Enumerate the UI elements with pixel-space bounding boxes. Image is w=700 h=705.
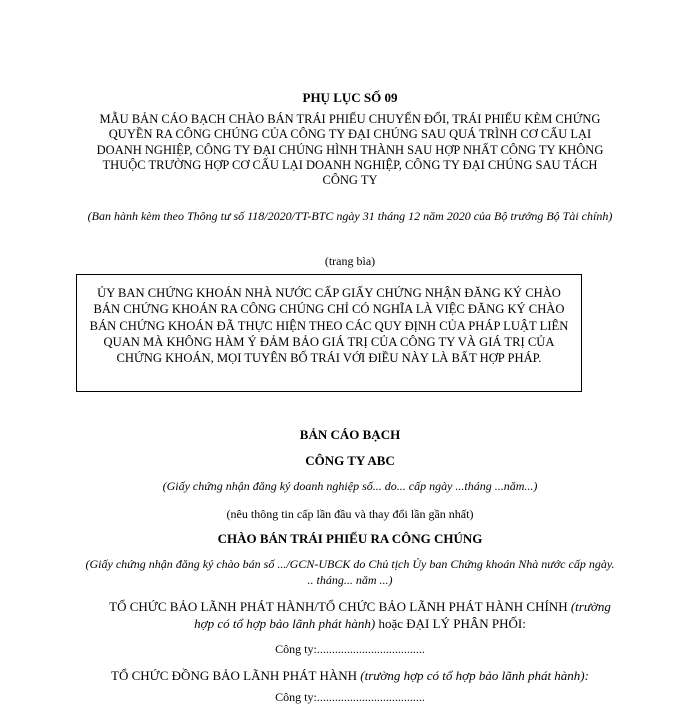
cover-label: (trang bìa) [324, 254, 376, 268]
co-underwriter-note: (trường hợp có tổ hợp bảo lãnh phát hành): [360, 668, 589, 683]
notice-box [76, 274, 582, 392]
notice-text: ỦY BAN CHỨNG KHOÁN NHÀ NƯỚC CẤP GIẤY CHỨNG NHẬN ĐĂNG KÝ CHÀO BÁN CHỨNG KHOÁN RA CÔNG CHÚNG CHỈ CÓ NGHĨA LÀ VIỆC ĐĂNG KÝ CHÀO BÁN CHỨNG KHOÁN ĐÃ THỰC HIỆN THEO CÁC QUY ĐỊNH CỦA PHÁP LUẬT LIÊN QUAN MÀ KHÔNG HÀM Ý ĐẢM BẢO GIÁ TRỊ CỦA CÔNG TY VÀ GIÁ TRỊ CỦA CHỨNG KHOÁN, MỌI TUYÊN BỐ TRÁI VỚI ĐIỀU NÀY LÀ BẤT HỢP PHÁP. [89, 286, 569, 366]
co-underwriter-main: TỔ CHỨC ĐỒNG BẢO LÃNH PHÁT HÀNH [111, 668, 358, 683]
offer-reg-note: (Giấy chứng nhận đăng ký chào bán số .../GCN-UBCK do Chủ tịch Ủy ban Chứng khoán Nhà nước cấp ngày. .. tháng... năm ...) [85, 557, 615, 587]
co-underwriter-block [70, 668, 630, 684]
company-placeholder: Công ty:.................................... [275, 642, 425, 656]
underwriter-block [100, 598, 620, 632]
company-placeholder-2: Công ty:.................................... [275, 690, 425, 704]
issued-note: (Ban hành kèm theo Thông tư số 118/2020/TT-BTC ngày 31 tháng 12 năm 2020 của Bộ trưởng Bộ Tài chính) [87, 209, 613, 223]
underwriter-note: (trường hợp có tổ hợp bảo lãnh phát hành) [194, 599, 611, 631]
company-name: CÔNG TY ABC [305, 453, 395, 468]
business-reg-note: (Giấy chứng nhận đăng ký doanh nghiệp số... do... cấp ngày ...tháng ...năm...) [162, 479, 538, 493]
offer-title: CHÀO BÁN TRÁI PHIẾU RA CÔNG CHÚNG [217, 531, 483, 546]
appendix-title: PHỤ LỤC SỐ 09 [302, 90, 398, 105]
document-subtitle: MẪU BẢN CÁO BẠCH CHÀO BÁN TRÁI PHIẾU CHUYỂN ĐỔI, TRÁI PHIẾU KÈM CHỨNG QUYỀN RA CÔNG CHÚNG CỦA CÔNG TY ĐẠI CHÚNG SAU QUÁ TRÌNH CƠ CẤU LẠI DOANH NGHIỆP, CÔNG TY ĐẠI CHÚNG HÌNH THÀNH SAU HỢP NHẤT CÔNG TY KHÔNG THUỘC TRƯỜNG HỢP CƠ CẤU LẠI DOANH NGHIỆP, CÔNG TY ĐẠI CHÚNG SAU TÁCH CÔNG TY [96, 112, 604, 188]
underwriter-main: TỔ CHỨC BẢO LÃNH PHÁT HÀNH/TỔ CHỨC BẢO LÃNH PHÁT HÀNH CHÍNH [109, 599, 568, 614]
prospectus-title: BẢN CÁO BẠCH [299, 427, 401, 442]
info-note: (nêu thông tin cấp lần đầu và thay đổi lần gần nhất) [226, 507, 474, 521]
underwriter-suffix: hoặc ĐẠI LÝ PHÂN PHỐI: [378, 616, 526, 631]
